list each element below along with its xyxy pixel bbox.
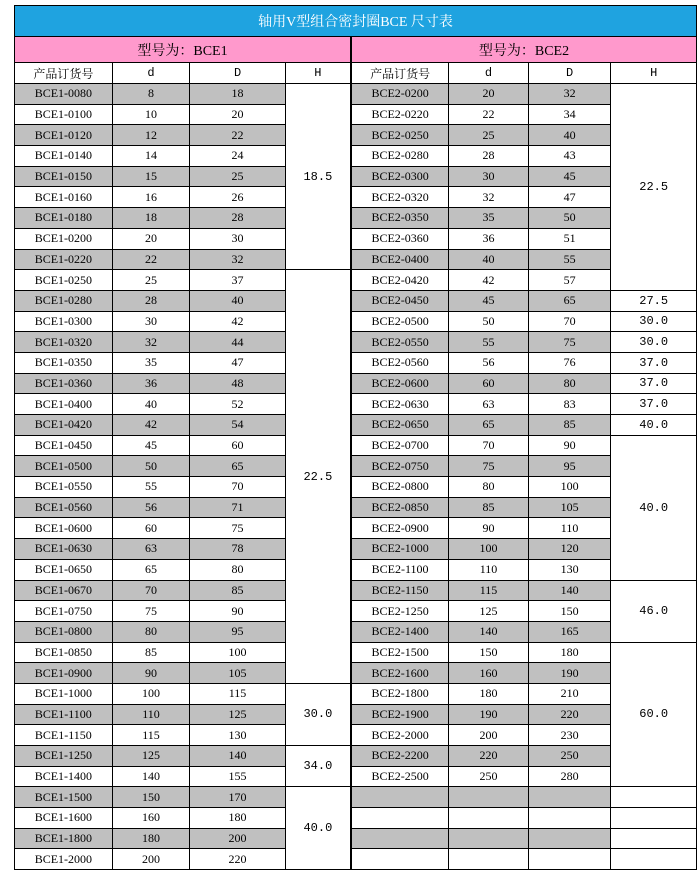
bce1-part-number: BCE1-0600 <box>15 518 113 539</box>
bce2-h-value: 22.5 <box>611 84 697 291</box>
bce2-D-value: 43 <box>528 146 611 167</box>
bce2-D-value: 150 <box>528 601 611 622</box>
bce2-part-number: BCE2-1150 <box>351 580 449 601</box>
bce1-part-number: BCE1-0900 <box>15 663 113 684</box>
table-row <box>15 435 697 456</box>
bce2-part-number: BCE2-0560 <box>351 352 449 373</box>
bce1-model-label: 型号为：BCE1 <box>15 37 352 63</box>
bce1-part-number: BCE1-0150 <box>15 166 113 187</box>
bce1-d-value: 10 <box>112 104 190 125</box>
table-row <box>15 166 697 187</box>
bce1-d-value: 80 <box>112 621 190 642</box>
bce2-part-number: BCE2-2000 <box>351 725 449 746</box>
bce1-part-number: BCE1-0080 <box>15 84 113 105</box>
header-H: H <box>285 63 351 84</box>
bce1-D-value: 20 <box>190 104 285 125</box>
bce1-d-value: 20 <box>112 228 190 249</box>
bce1-D-value: 78 <box>190 539 285 560</box>
bce1-D-value: 26 <box>190 187 285 208</box>
bce1-part-number: BCE1-0550 <box>15 477 113 498</box>
bce2-part-number: BCE2-0360 <box>351 228 449 249</box>
bce2-part-number: BCE2-0850 <box>351 497 449 518</box>
bce1-d-value: 75 <box>112 601 190 622</box>
bce1-part-number: BCE1-0850 <box>15 642 113 663</box>
bce2-d-value: 110 <box>449 559 529 580</box>
bce1-D-value: 40 <box>190 290 285 311</box>
bce2-D-value <box>528 808 611 829</box>
bce1-part-number: BCE1-0420 <box>15 415 113 436</box>
table-row <box>15 766 697 787</box>
bce2-d-value: 85 <box>449 497 529 518</box>
header-part-number: 产品订货号 <box>15 63 113 84</box>
table-row <box>15 559 697 580</box>
bce1-d-value: 110 <box>112 704 190 725</box>
bce2-d-value: 45 <box>449 290 529 311</box>
bce1-D-value: 18 <box>190 84 285 105</box>
bce1-d-value: 85 <box>112 642 190 663</box>
bce1-d-value: 36 <box>112 373 190 394</box>
table-row <box>15 84 697 105</box>
bce1-d-value: 150 <box>112 787 190 808</box>
table-row <box>15 497 697 518</box>
bce2-D-value: 180 <box>528 642 611 663</box>
header-part-number: 产品订货号 <box>351 63 449 84</box>
bce1-part-number: BCE1-1500 <box>15 787 113 808</box>
bce1-part-number: BCE1-0120 <box>15 125 113 146</box>
table-row <box>15 828 697 849</box>
bce1-part-number: BCE1-0670 <box>15 580 113 601</box>
bce2-D-value: 110 <box>528 518 611 539</box>
bce1-d-value: 50 <box>112 456 190 477</box>
bce1-part-number: BCE1-0140 <box>15 146 113 167</box>
bce1-part-number: BCE1-0220 <box>15 249 113 270</box>
bce2-d-value: 63 <box>449 394 529 415</box>
bce2-part-number: BCE2-1400 <box>351 621 449 642</box>
bce1-part-number: BCE1-0360 <box>15 373 113 394</box>
bce1-part-number: BCE1-1600 <box>15 808 113 829</box>
bce1-part-number: BCE1-0750 <box>15 601 113 622</box>
bce2-D-value: 280 <box>528 766 611 787</box>
bce2-part-number: BCE2-0250 <box>351 125 449 146</box>
table-row <box>15 104 697 125</box>
bce1-d-value: 160 <box>112 808 190 829</box>
bce2-D-value: 50 <box>528 208 611 229</box>
bce2-D-value: 75 <box>528 332 611 353</box>
bce2-h-value <box>611 787 697 808</box>
bce2-D-value: 250 <box>528 746 611 767</box>
bce2-d-value: 250 <box>449 766 529 787</box>
table-row <box>15 704 697 725</box>
bce2-part-number: BCE2-0700 <box>351 435 449 456</box>
bce2-d-value: 22 <box>449 104 529 125</box>
bce1-part-number: BCE1-0400 <box>15 394 113 415</box>
header-D: D <box>528 63 611 84</box>
bce1-D-value: 70 <box>190 477 285 498</box>
table-row <box>15 621 697 642</box>
bce1-D-value: 115 <box>190 683 285 704</box>
table-row <box>15 663 697 684</box>
bce2-D-value: 34 <box>528 104 611 125</box>
bce2-D-value: 230 <box>528 725 611 746</box>
bce2-d-value: 140 <box>449 621 529 642</box>
bce2-D-value: 190 <box>528 663 611 684</box>
bce2-D-value <box>528 787 611 808</box>
bce1-D-value: 80 <box>190 559 285 580</box>
table-row <box>15 580 697 601</box>
bce1-D-value: 28 <box>190 208 285 229</box>
bce2-D-value: 55 <box>528 249 611 270</box>
bce2-part-number: BCE2-0400 <box>351 249 449 270</box>
bce1-D-value: 100 <box>190 642 285 663</box>
bce1-D-value: 105 <box>190 663 285 684</box>
bce1-part-number: BCE1-0350 <box>15 352 113 373</box>
bce1-d-value: 60 <box>112 518 190 539</box>
table-row <box>15 332 697 353</box>
bce1-d-value: 55 <box>112 477 190 498</box>
bce1-d-value: 70 <box>112 580 190 601</box>
bce2-d-value: 28 <box>449 146 529 167</box>
bce2-d-value: 190 <box>449 704 529 725</box>
bce2-D-value: 51 <box>528 228 611 249</box>
table-title: 轴用V型组合密封圈BCE 尺寸表 <box>15 6 697 37</box>
bce1-part-number: BCE1-0630 <box>15 539 113 560</box>
bce1-D-value: 22 <box>190 125 285 146</box>
bce2-h-value <box>611 828 697 849</box>
bce2-D-value: 76 <box>528 352 611 373</box>
bce2-D-value: 120 <box>528 539 611 560</box>
bce2-d-value: 40 <box>449 249 529 270</box>
header-H: H <box>611 63 697 84</box>
bce2-D-value: 130 <box>528 559 611 580</box>
bce2-h-value <box>611 808 697 829</box>
bce1-part-number: BCE1-0200 <box>15 228 113 249</box>
bce2-D-value: 47 <box>528 187 611 208</box>
bce2-D-value: 57 <box>528 270 611 291</box>
bce1-part-number: BCE1-1150 <box>15 725 113 746</box>
bce1-d-value: 14 <box>112 146 190 167</box>
bce2-d-value: 75 <box>449 456 529 477</box>
bce1-D-value: 85 <box>190 580 285 601</box>
size-table <box>14 5 697 870</box>
table-row <box>15 125 697 146</box>
bce1-d-value: 115 <box>112 725 190 746</box>
bce2-D-value <box>528 828 611 849</box>
header-d: d <box>112 63 190 84</box>
bce2-D-value: 165 <box>528 621 611 642</box>
bce1-h-value: 40.0 <box>285 787 351 870</box>
table-row <box>15 477 697 498</box>
bce2-h-value: 37.0 <box>611 373 697 394</box>
bce2-D-value: 210 <box>528 683 611 704</box>
bce1-d-value: 15 <box>112 166 190 187</box>
bce1-part-number: BCE1-0160 <box>15 187 113 208</box>
bce2-h-value <box>611 849 697 870</box>
table-row <box>15 270 697 291</box>
bce1-d-value: 65 <box>112 559 190 580</box>
bce1-D-value: 220 <box>190 849 285 870</box>
bce1-d-value: 8 <box>112 84 190 105</box>
bce1-D-value: 30 <box>190 228 285 249</box>
bce2-D-value: 100 <box>528 477 611 498</box>
bce2-part-number: BCE2-0200 <box>351 84 449 105</box>
bce2-h-value: 27.5 <box>611 290 697 311</box>
table-row <box>15 394 697 415</box>
bce1-part-number: BCE1-2000 <box>15 849 113 870</box>
bce2-d-value: 55 <box>449 332 529 353</box>
bce1-part-number: BCE1-0500 <box>15 456 113 477</box>
bce1-d-value: 18 <box>112 208 190 229</box>
bce1-part-number: BCE1-0650 <box>15 559 113 580</box>
bce1-part-number: BCE1-0320 <box>15 332 113 353</box>
bce1-D-value: 130 <box>190 725 285 746</box>
table-row <box>15 187 697 208</box>
bce1-d-value: 63 <box>112 539 190 560</box>
bce1-part-number: BCE1-1100 <box>15 704 113 725</box>
bce1-d-value: 140 <box>112 766 190 787</box>
bce2-part-number <box>351 808 449 829</box>
bce2-h-value: 37.0 <box>611 394 697 415</box>
bce2-D-value: 70 <box>528 311 611 332</box>
bce2-part-number <box>351 849 449 870</box>
bce1-d-value: 35 <box>112 352 190 373</box>
bce2-part-number: BCE2-0750 <box>351 456 449 477</box>
bce1-d-value: 200 <box>112 849 190 870</box>
table-row <box>15 352 697 373</box>
bce2-part-number: BCE2-0300 <box>351 166 449 187</box>
bce1-D-value: 95 <box>190 621 285 642</box>
table-row <box>15 683 697 704</box>
table-row <box>15 290 697 311</box>
bce2-part-number: BCE2-0900 <box>351 518 449 539</box>
table-row <box>15 249 697 270</box>
bce2-d-value: 90 <box>449 518 529 539</box>
bce2-D-value: 65 <box>528 290 611 311</box>
bce2-D-value: 32 <box>528 84 611 105</box>
bce1-part-number: BCE1-0280 <box>15 290 113 311</box>
bce2-d-value: 65 <box>449 415 529 436</box>
bce1-d-value: 22 <box>112 249 190 270</box>
bce2-model-label: 型号为：BCE2 <box>351 37 697 63</box>
bce1-part-number: BCE1-0800 <box>15 621 113 642</box>
bce2-part-number: BCE2-1500 <box>351 642 449 663</box>
bce1-D-value: 90 <box>190 601 285 622</box>
bce1-part-number: BCE1-1000 <box>15 683 113 704</box>
header-d: d <box>449 63 529 84</box>
bce1-D-value: 125 <box>190 704 285 725</box>
bce2-d-value <box>449 808 529 829</box>
bce1-part-number: BCE1-1250 <box>15 746 113 767</box>
bce2-d-value: 36 <box>449 228 529 249</box>
bce2-d-value: 125 <box>449 601 529 622</box>
bce2-D-value: 90 <box>528 435 611 456</box>
bce2-D-value: 140 <box>528 580 611 601</box>
bce1-d-value: 56 <box>112 497 190 518</box>
bce1-part-number: BCE1-0250 <box>15 270 113 291</box>
bce1-part-number: BCE1-0300 <box>15 311 113 332</box>
bce2-d-value <box>449 849 529 870</box>
bce1-D-value: 170 <box>190 787 285 808</box>
bce1-d-value: 30 <box>112 311 190 332</box>
bce2-part-number: BCE2-0350 <box>351 208 449 229</box>
bce1-d-value: 16 <box>112 187 190 208</box>
bce2-d-value: 30 <box>449 166 529 187</box>
bce1-D-value: 37 <box>190 270 285 291</box>
bce2-part-number: BCE2-1800 <box>351 683 449 704</box>
bce2-part-number: BCE2-1250 <box>351 601 449 622</box>
bce2-d-value: 100 <box>449 539 529 560</box>
bce1-D-value: 32 <box>190 249 285 270</box>
table-row <box>15 228 697 249</box>
bce2-part-number: BCE2-0500 <box>351 311 449 332</box>
bce1-d-value: 180 <box>112 828 190 849</box>
bce2-D-value: 80 <box>528 373 611 394</box>
bce1-D-value: 65 <box>190 456 285 477</box>
bce2-part-number: BCE2-0450 <box>351 290 449 311</box>
bce1-d-value: 90 <box>112 663 190 684</box>
bce1-D-value: 25 <box>190 166 285 187</box>
bce2-d-value: 200 <box>449 725 529 746</box>
bce1-d-value: 42 <box>112 415 190 436</box>
table-row <box>15 642 697 663</box>
bce1-part-number: BCE1-1800 <box>15 828 113 849</box>
bce1-D-value: 155 <box>190 766 285 787</box>
table-row <box>15 415 697 436</box>
bce2-h-value: 30.0 <box>611 332 697 353</box>
bce1-D-value: 52 <box>190 394 285 415</box>
table-row <box>15 518 697 539</box>
bce2-part-number: BCE2-0650 <box>351 415 449 436</box>
bce2-d-value: 32 <box>449 187 529 208</box>
bce1-h-value: 34.0 <box>285 746 351 787</box>
bce1-D-value: 24 <box>190 146 285 167</box>
bce1-D-value: 200 <box>190 828 285 849</box>
table-row <box>15 456 697 477</box>
bce2-part-number: BCE2-1600 <box>351 663 449 684</box>
bce2-h-value: 60.0 <box>611 642 697 787</box>
bce1-d-value: 125 <box>112 746 190 767</box>
bce1-d-value: 45 <box>112 435 190 456</box>
bce2-part-number: BCE2-0420 <box>351 270 449 291</box>
bce1-D-value: 42 <box>190 311 285 332</box>
bce1-part-number: BCE1-0560 <box>15 497 113 518</box>
bce2-part-number: BCE2-0600 <box>351 373 449 394</box>
bce1-D-value: 47 <box>190 352 285 373</box>
bce1-d-value: 40 <box>112 394 190 415</box>
bce2-part-number: BCE2-0220 <box>351 104 449 125</box>
bce2-part-number: BCE2-0800 <box>351 477 449 498</box>
bce2-D-value <box>528 849 611 870</box>
bce2-d-value: 150 <box>449 642 529 663</box>
bce2-part-number: BCE2-1100 <box>351 559 449 580</box>
bce2-D-value: 45 <box>528 166 611 187</box>
bce2-D-value: 95 <box>528 456 611 477</box>
bce1-part-number: BCE1-1400 <box>15 766 113 787</box>
bce2-h-value: 46.0 <box>611 580 697 642</box>
table-row <box>15 208 697 229</box>
bce1-D-value: 180 <box>190 808 285 829</box>
bce2-part-number: BCE2-0550 <box>351 332 449 353</box>
bce2-part-number: BCE2-2500 <box>351 766 449 787</box>
bce2-D-value: 40 <box>528 125 611 146</box>
bce2-part-number: BCE2-0320 <box>351 187 449 208</box>
bce2-part-number: BCE2-1000 <box>351 539 449 560</box>
bce2-D-value: 220 <box>528 704 611 725</box>
bce1-D-value: 48 <box>190 373 285 394</box>
bce2-d-value: 115 <box>449 580 529 601</box>
bce2-h-value: 37.0 <box>611 352 697 373</box>
bce2-h-value: 40.0 <box>611 415 697 436</box>
bce2-D-value: 105 <box>528 497 611 518</box>
bce1-h-value: 18.5 <box>285 84 351 270</box>
bce2-part-number: BCE2-1900 <box>351 704 449 725</box>
table-row <box>15 311 697 332</box>
bce1-d-value: 25 <box>112 270 190 291</box>
table-row <box>15 373 697 394</box>
bce1-h-value: 22.5 <box>285 270 351 684</box>
bce2-D-value: 85 <box>528 415 611 436</box>
bce2-d-value: 160 <box>449 663 529 684</box>
bce2-part-number <box>351 787 449 808</box>
header-D: D <box>190 63 285 84</box>
bce2-d-value: 220 <box>449 746 529 767</box>
bce2-h-value: 40.0 <box>611 435 697 580</box>
table-row <box>15 808 697 829</box>
bce2-d-value: 80 <box>449 477 529 498</box>
bce2-d-value: 56 <box>449 352 529 373</box>
bce2-d-value <box>449 787 529 808</box>
bce2-d-value: 35 <box>449 208 529 229</box>
bce2-h-value: 30.0 <box>611 311 697 332</box>
table-row <box>15 787 697 808</box>
bce1-D-value: 54 <box>190 415 285 436</box>
table-row <box>15 601 697 622</box>
table-row <box>15 539 697 560</box>
bce2-d-value: 60 <box>449 373 529 394</box>
bce1-d-value: 28 <box>112 290 190 311</box>
bce2-part-number <box>351 828 449 849</box>
bce2-D-value: 83 <box>528 394 611 415</box>
bce1-part-number: BCE1-0450 <box>15 435 113 456</box>
bce1-h-value: 30.0 <box>285 683 351 745</box>
bce2-d-value <box>449 828 529 849</box>
bce2-part-number: BCE2-0280 <box>351 146 449 167</box>
bce1-D-value: 60 <box>190 435 285 456</box>
bce1-d-value: 100 <box>112 683 190 704</box>
bce2-part-number: BCE2-2200 <box>351 746 449 767</box>
bce1-part-number: BCE1-0180 <box>15 208 113 229</box>
bce1-D-value: 44 <box>190 332 285 353</box>
bce1-D-value: 71 <box>190 497 285 518</box>
bce1-part-number: BCE1-0100 <box>15 104 113 125</box>
bce1-d-value: 12 <box>112 125 190 146</box>
table-row <box>15 146 697 167</box>
bce2-d-value: 70 <box>449 435 529 456</box>
bce2-d-value: 42 <box>449 270 529 291</box>
bce2-d-value: 20 <box>449 84 529 105</box>
bce2-d-value: 50 <box>449 311 529 332</box>
bce1-D-value: 140 <box>190 746 285 767</box>
table-row <box>15 849 697 870</box>
bce2-d-value: 25 <box>449 125 529 146</box>
table-row <box>15 725 697 746</box>
bce1-d-value: 32 <box>112 332 190 353</box>
table-row <box>15 746 697 767</box>
bce2-d-value: 180 <box>449 683 529 704</box>
bce1-D-value: 75 <box>190 518 285 539</box>
bce2-part-number: BCE2-0630 <box>351 394 449 415</box>
